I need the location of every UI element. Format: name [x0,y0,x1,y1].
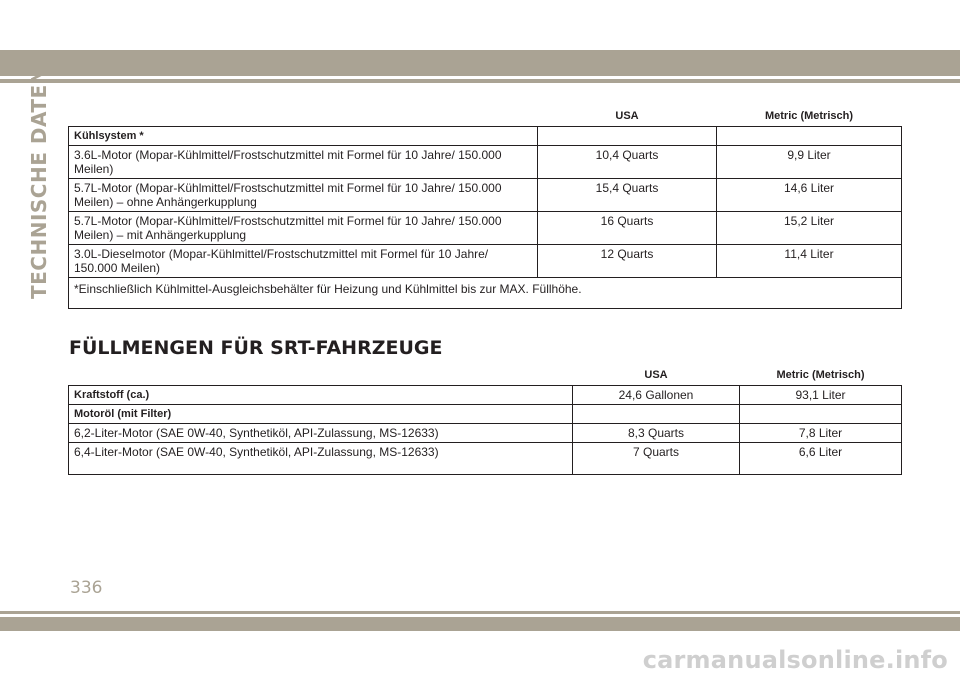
page-number: 336 [70,578,103,598]
header-band [0,50,960,76]
table-row [69,245,902,278]
section-label: Motoröl (mit Filter) [69,405,573,424]
header-metric: Metric (Metrisch) [740,365,902,386]
row-label: 5.7L-Motor (Mopar-Kühlmittel/Frostschutzmittel mit Formel für 10 Jahre/ 150.000 Meilen) – mit Anhängerkupplung [69,212,538,245]
header-blank [69,106,538,127]
row-label: 5.7L-Motor (Mopar-Kühlmittel/Frostschutzmittel mit Formel für 10 Jahre/ 150.000 Meilen) – ohne Anhängerkupplung [69,179,538,212]
table-row [69,443,902,475]
srt-capacities-table [68,365,902,475]
header-usa: USA [538,106,717,127]
row-label: 6,2-Liter-Motor (SAE 0W-40, Synthetiköl, API-Zulassung, MS-12633) [69,424,573,443]
row-metric: 93,1 Liter [740,386,902,405]
table-row [69,212,902,245]
row-metric: 7,8 Liter [740,424,902,443]
row-metric: 9,9 Liter [717,146,902,179]
empty-cell [717,127,902,146]
footer-band [0,617,960,631]
footer-rule [0,611,960,614]
header-rule [0,79,960,83]
srt-section-title: FÜLLMENGEN FÜR SRT-FAHRZEUGE [69,337,443,359]
table-row [69,179,902,212]
header-metric: Metric (Metrisch) [717,106,902,127]
row-usa: 16 Quarts [538,212,717,245]
header-usa: USA [573,365,740,386]
row-metric: 11,4 Liter [717,245,902,278]
section-row [69,405,902,424]
row-label: Kraftstoff (ca.) [69,386,573,405]
row-usa: 24,6 Gallonen [573,386,740,405]
table-row [69,146,902,179]
cooling-system-table [68,106,902,309]
table-header-row [69,106,902,127]
row-label: 3.0L-Dieselmotor (Mopar-Kühlmittel/Frostschutzmittel mit Formel für 10 Jahre/ 150.000 Meilen) [69,245,538,278]
fuel-row [69,386,902,405]
section-label: Kühlsystem * [69,127,538,146]
empty-cell [573,405,740,424]
row-metric: 6,6 Liter [740,443,902,475]
table-row [69,424,902,443]
footnote-row [69,278,902,309]
row-metric: 14,6 Liter [717,179,902,212]
row-usa: 7 Quarts [573,443,740,475]
watermark-text: carmanualsonline.info [642,646,948,674]
sidebar-section-title: TECHNISCHE DATEN [27,67,51,299]
row-label: 3.6L-Motor (Mopar-Kühlmittel/Frostschutzmittel mit Formel für 10 Jahre/ 150.000 Meilen) [69,146,538,179]
row-usa: 8,3 Quarts [573,424,740,443]
empty-cell [538,127,717,146]
row-usa: 15,4 Quarts [538,179,717,212]
section-row [69,127,902,146]
table-header-row [69,365,902,386]
row-usa: 12 Quarts [538,245,717,278]
footnote: *Einschließlich Kühlmittel-Ausgleichsbehälter für Heizung und Kühlmittel bis zur MAX. Füllhöhe. [69,278,902,309]
row-metric: 15,2 Liter [717,212,902,245]
row-usa: 10,4 Quarts [538,146,717,179]
header-blank [69,365,573,386]
empty-cell [740,405,902,424]
row-label: 6,4-Liter-Motor (SAE 0W-40, Synthetiköl, API-Zulassung, MS-12633) [69,443,573,475]
